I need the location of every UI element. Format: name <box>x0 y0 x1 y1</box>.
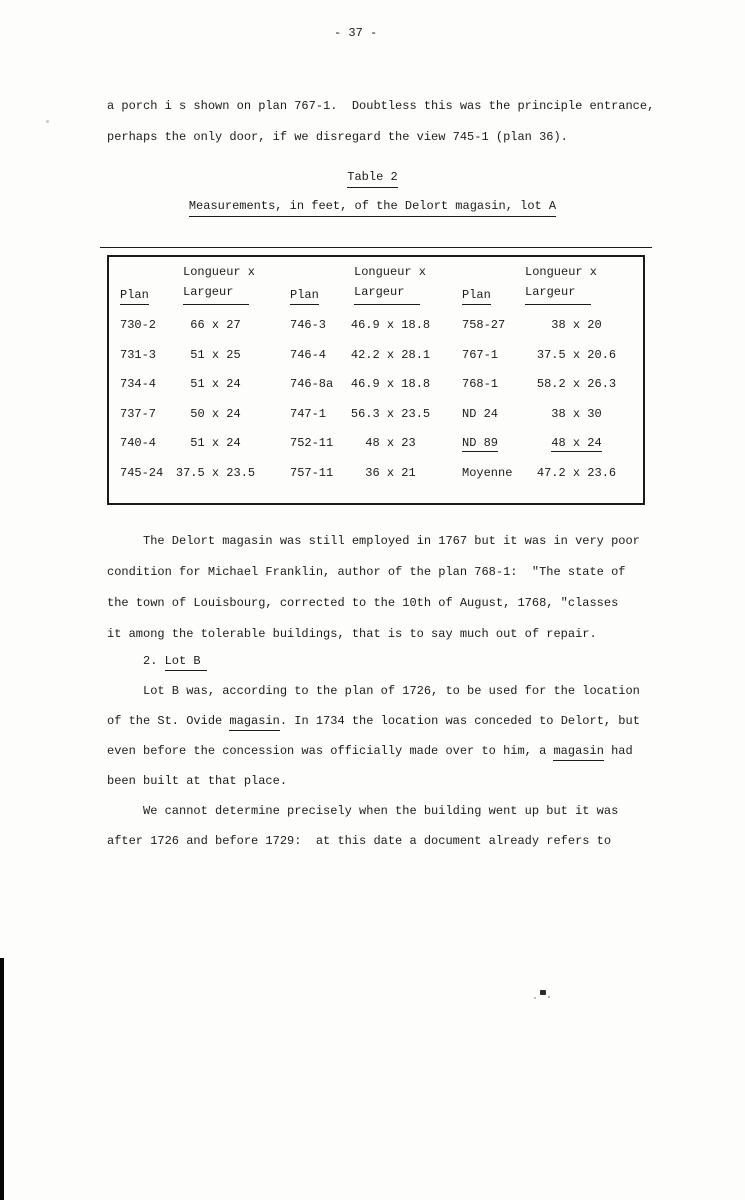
cell-dimensions: 46.9 x 18.8 <box>350 377 431 391</box>
header-dim-2 <box>347 262 434 305</box>
cell-dimensions: 50 x 24 <box>190 406 241 421</box>
cell-plan: 740-4 <box>120 436 157 450</box>
page-number: - 37 - <box>334 26 378 40</box>
section-heading-text: Lot B <box>165 654 207 671</box>
section-number: 2. <box>107 654 165 668</box>
cell-plan: 734-4 <box>120 377 157 391</box>
cell-dimensions: 66 x 27 <box>190 318 241 332</box>
header-plan-2: Plan <box>257 285 347 305</box>
paragraph-line: Lot B was, according to the plan of 1726, to be used for the location <box>107 684 640 698</box>
cell-dimensions: 37.5 x 23.5 <box>175 465 256 480</box>
header-dim-3 <box>520 262 647 305</box>
cell-plan: 752-11 <box>290 436 334 450</box>
table-row <box>109 400 643 430</box>
paragraph-line: been built at that place. <box>107 774 288 788</box>
measurements-table <box>107 255 645 505</box>
cell-dimensions: 47.2 x 23.6 <box>536 465 617 480</box>
header-dim-1-top: Longueur x <box>183 265 256 279</box>
cell-plan: 730-2 <box>120 318 157 332</box>
cell-plan: Moyenne <box>462 465 513 480</box>
intro-line-2: perhaps the only door, if we disregard the view 745-1 (plan 36). <box>107 130 568 144</box>
underlined-word-magasin: magasin <box>229 714 279 731</box>
cell-dimensions: 46.9 x 18.8 <box>350 318 431 332</box>
paragraph-line: We cannot determine precisely when the building went up but it was <box>107 804 619 818</box>
paragraph-line: the town of Louisbourg, corrected to the 10th of August, 1768, "classes <box>107 596 619 610</box>
cell-dimensions: 48 x 23 <box>365 436 416 450</box>
header-dim-2-top: Longueur x <box>354 265 427 279</box>
table-row <box>109 341 643 371</box>
lot-b-paragraph <box>107 676 640 796</box>
table-subtitle-row <box>0 199 745 213</box>
paragraph-line: even before the concession was officially made over to him, a magasin had <box>107 736 640 766</box>
ink-speck <box>534 997 536 999</box>
table-top-rule <box>100 247 652 248</box>
table-header-row <box>109 261 643 305</box>
cell-dimensions: 42.2 x 28.1 <box>350 347 431 362</box>
cell-plan: 757-11 <box>290 465 334 480</box>
delort-condition-paragraph <box>107 526 640 650</box>
table-title: Table 2 <box>347 170 397 188</box>
cell-plan: 737-7 <box>120 406 157 421</box>
paper-fleck <box>46 120 49 123</box>
cell-plan: 767-1 <box>462 347 499 362</box>
header-dim-1 <box>174 262 257 305</box>
table-row-underlined <box>109 429 643 459</box>
header-dim-1-bottom: Largeur <box>183 282 249 305</box>
cell-plan: 731-3 <box>120 347 157 362</box>
cell-plan: 758-27 <box>462 318 506 332</box>
header-dim-3-top: Longueur x <box>525 265 598 279</box>
header-plan-1: Plan <box>109 285 174 305</box>
underlined-word-magasin: magasin <box>553 744 603 761</box>
paragraph-line: after 1726 and before 1729: at this date a document already refers to <box>107 834 612 848</box>
cell-plan: ND 24 <box>462 406 499 421</box>
paragraph-line: condition for Michael Franklin, author of the plan 768-1: "The state of <box>107 565 626 579</box>
cell-plan: 747-1 <box>290 406 327 421</box>
cell-plan: 746-3 <box>290 318 327 332</box>
intro-line-1: a porch i s shown on plan 767-1. Doubtless this was the principle entrance, <box>107 99 655 113</box>
cell-plan: 768-1 <box>462 377 499 391</box>
ink-speck <box>540 990 546 995</box>
cell-dimensions: 51 x 24 <box>190 377 241 391</box>
table-row <box>109 311 643 341</box>
paragraph-line: The Delort magasin was still employed in 1767 but it was in very poor <box>107 534 640 548</box>
cell-dimensions: 51 x 24 <box>190 436 241 450</box>
cell-dimensions: 38 x 30 <box>551 406 602 421</box>
cell-dimensions: 38 x 20 <box>551 318 602 332</box>
paragraph-line: of the St. Ovide magasin. In 1734 the location was conceded to Delort, but <box>107 706 640 736</box>
header-dim-2-bottom: Largeur <box>354 282 420 305</box>
cell-dimensions: 56.3 x 23.5 <box>350 406 431 421</box>
dating-paragraph <box>107 796 618 856</box>
cell-dimensions: 37.5 x 20.6 <box>536 347 617 362</box>
header-plan-3: Plan <box>434 285 520 305</box>
cell-plan: 745-24 <box>120 465 164 480</box>
table-row <box>109 370 643 400</box>
table-body <box>109 311 643 488</box>
table-row-average <box>109 459 643 489</box>
cell-dimensions: 58.2 x 26.3 <box>536 377 617 391</box>
cell-plan: ND 89 <box>462 436 499 450</box>
cell-plan: 746-8a <box>290 377 334 391</box>
paragraph-line: it among the tolerable buildings, that is to say much out of repair. <box>107 627 597 641</box>
intro-paragraph <box>107 91 654 153</box>
scan-artifact-edge-bar <box>0 958 4 1200</box>
header-dim-3-bottom: Largeur <box>525 282 591 305</box>
ink-speck <box>548 996 550 998</box>
cell-dimensions: 48 x 24 <box>551 436 602 450</box>
cell-dimensions: 51 x 25 <box>190 347 241 362</box>
table-title-row <box>0 170 745 184</box>
cell-plan: 746-4 <box>290 347 327 362</box>
table-subtitle: Measurements, in feet, of the Delort magasin, lot A <box>189 199 556 217</box>
cell-dimensions: 36 x 21 <box>365 465 416 480</box>
section-lot-b-heading <box>107 646 207 677</box>
